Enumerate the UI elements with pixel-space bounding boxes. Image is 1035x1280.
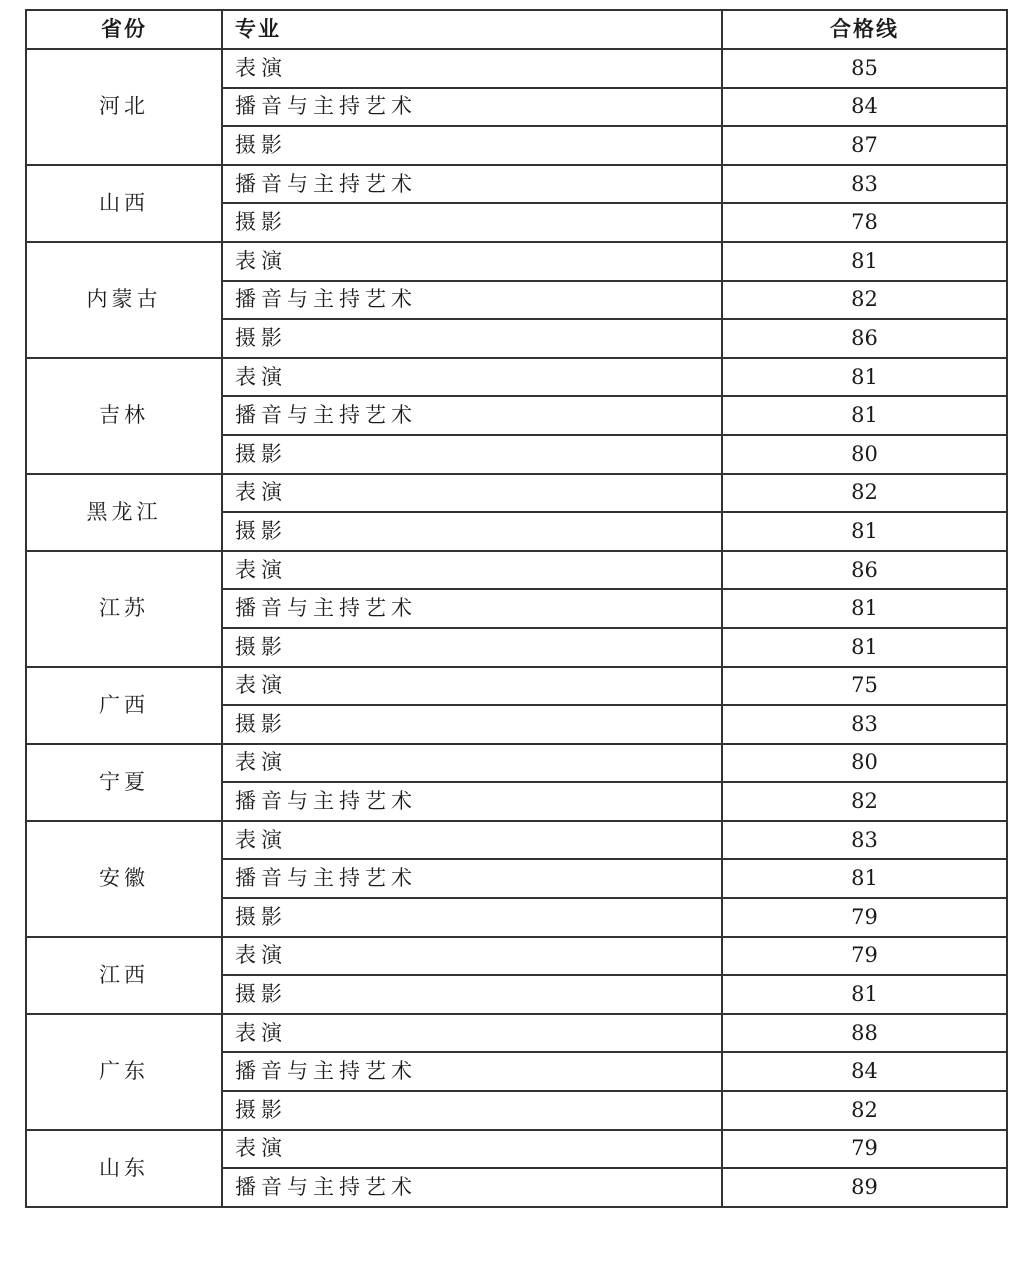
table-body bbox=[26, 49, 1007, 1207]
score-cell: 85 bbox=[722, 49, 1007, 88]
score-cell: 84 bbox=[722, 88, 1007, 127]
score-cell: 81 bbox=[722, 589, 1007, 628]
major-cell: 播音与主持艺术 bbox=[222, 281, 722, 320]
major-cell: 表演 bbox=[222, 937, 722, 976]
score-cell: 80 bbox=[722, 435, 1007, 474]
province-cell: 安徽 bbox=[26, 821, 222, 937]
major-cell: 播音与主持艺术 bbox=[222, 1052, 722, 1091]
score-cell: 84 bbox=[722, 1052, 1007, 1091]
table-row bbox=[26, 358, 1007, 397]
score-cell: 82 bbox=[722, 474, 1007, 513]
province-cell: 河北 bbox=[26, 49, 222, 165]
major-cell: 表演 bbox=[222, 358, 722, 397]
score-cell: 81 bbox=[722, 242, 1007, 281]
score-cell: 78 bbox=[722, 203, 1007, 242]
table-row bbox=[26, 667, 1007, 706]
table-row bbox=[26, 821, 1007, 860]
score-cell: 82 bbox=[722, 281, 1007, 320]
major-cell: 表演 bbox=[222, 474, 722, 513]
major-cell: 表演 bbox=[222, 1130, 722, 1169]
major-cell: 播音与主持艺术 bbox=[222, 88, 722, 127]
score-cell: 86 bbox=[722, 319, 1007, 358]
table-row bbox=[26, 1014, 1007, 1053]
score-cell: 89 bbox=[722, 1168, 1007, 1207]
province-cell: 江苏 bbox=[26, 551, 222, 667]
major-cell: 表演 bbox=[222, 551, 722, 590]
major-cell: 摄影 bbox=[222, 975, 722, 1014]
major-cell: 表演 bbox=[222, 242, 722, 281]
header-score: 合格线 bbox=[722, 10, 1007, 49]
table-header bbox=[26, 10, 1007, 49]
table-row bbox=[26, 165, 1007, 204]
table-row bbox=[26, 937, 1007, 976]
header-major: 专业 bbox=[222, 10, 722, 49]
major-cell: 摄影 bbox=[222, 1091, 722, 1130]
major-cell: 摄影 bbox=[222, 705, 722, 744]
province-cell: 广东 bbox=[26, 1014, 222, 1130]
score-cell: 83 bbox=[722, 705, 1007, 744]
score-cell: 79 bbox=[722, 1130, 1007, 1169]
header-province: 省份 bbox=[26, 10, 222, 49]
major-cell: 播音与主持艺术 bbox=[222, 1168, 722, 1207]
score-cell: 81 bbox=[722, 358, 1007, 397]
score-cell: 81 bbox=[722, 396, 1007, 435]
province-cell: 内蒙古 bbox=[26, 242, 222, 358]
table-row bbox=[26, 474, 1007, 513]
major-cell: 播音与主持艺术 bbox=[222, 396, 722, 435]
score-cell: 81 bbox=[722, 859, 1007, 898]
major-cell: 摄影 bbox=[222, 628, 722, 667]
major-cell: 表演 bbox=[222, 744, 722, 783]
major-cell: 摄影 bbox=[222, 203, 722, 242]
header-row bbox=[26, 10, 1007, 49]
score-cell: 86 bbox=[722, 551, 1007, 590]
score-cell: 81 bbox=[722, 975, 1007, 1014]
score-cell: 87 bbox=[722, 126, 1007, 165]
score-cell: 75 bbox=[722, 667, 1007, 706]
major-cell: 表演 bbox=[222, 667, 722, 706]
province-cell: 江西 bbox=[26, 937, 222, 1014]
score-cell: 88 bbox=[722, 1014, 1007, 1053]
score-table bbox=[25, 9, 1008, 1208]
table-row bbox=[26, 242, 1007, 281]
score-cell: 81 bbox=[722, 512, 1007, 551]
province-cell: 宁夏 bbox=[26, 744, 222, 821]
province-cell: 广西 bbox=[26, 667, 222, 744]
score-cell: 82 bbox=[722, 1091, 1007, 1130]
score-cell: 79 bbox=[722, 898, 1007, 937]
major-cell: 摄影 bbox=[222, 126, 722, 165]
table-row bbox=[26, 49, 1007, 88]
score-cell: 82 bbox=[722, 782, 1007, 821]
score-cell: 80 bbox=[722, 744, 1007, 783]
major-cell: 摄影 bbox=[222, 898, 722, 937]
province-cell: 山东 bbox=[26, 1130, 222, 1207]
major-cell: 表演 bbox=[222, 821, 722, 860]
major-cell: 表演 bbox=[222, 49, 722, 88]
table-row bbox=[26, 744, 1007, 783]
table-row bbox=[26, 551, 1007, 590]
province-cell: 吉林 bbox=[26, 358, 222, 474]
province-cell: 黑龙江 bbox=[26, 474, 222, 551]
major-cell: 摄影 bbox=[222, 319, 722, 358]
score-cell: 83 bbox=[722, 165, 1007, 204]
table-row bbox=[26, 1130, 1007, 1169]
major-cell: 摄影 bbox=[222, 435, 722, 474]
major-cell: 播音与主持艺术 bbox=[222, 165, 722, 204]
major-cell: 播音与主持艺术 bbox=[222, 782, 722, 821]
major-cell: 播音与主持艺术 bbox=[222, 589, 722, 628]
major-cell: 表演 bbox=[222, 1014, 722, 1053]
major-cell: 播音与主持艺术 bbox=[222, 859, 722, 898]
score-cell: 81 bbox=[722, 628, 1007, 667]
major-cell: 摄影 bbox=[222, 512, 722, 551]
province-cell: 山西 bbox=[26, 165, 222, 242]
score-cell: 79 bbox=[722, 937, 1007, 976]
score-cell: 83 bbox=[722, 821, 1007, 860]
